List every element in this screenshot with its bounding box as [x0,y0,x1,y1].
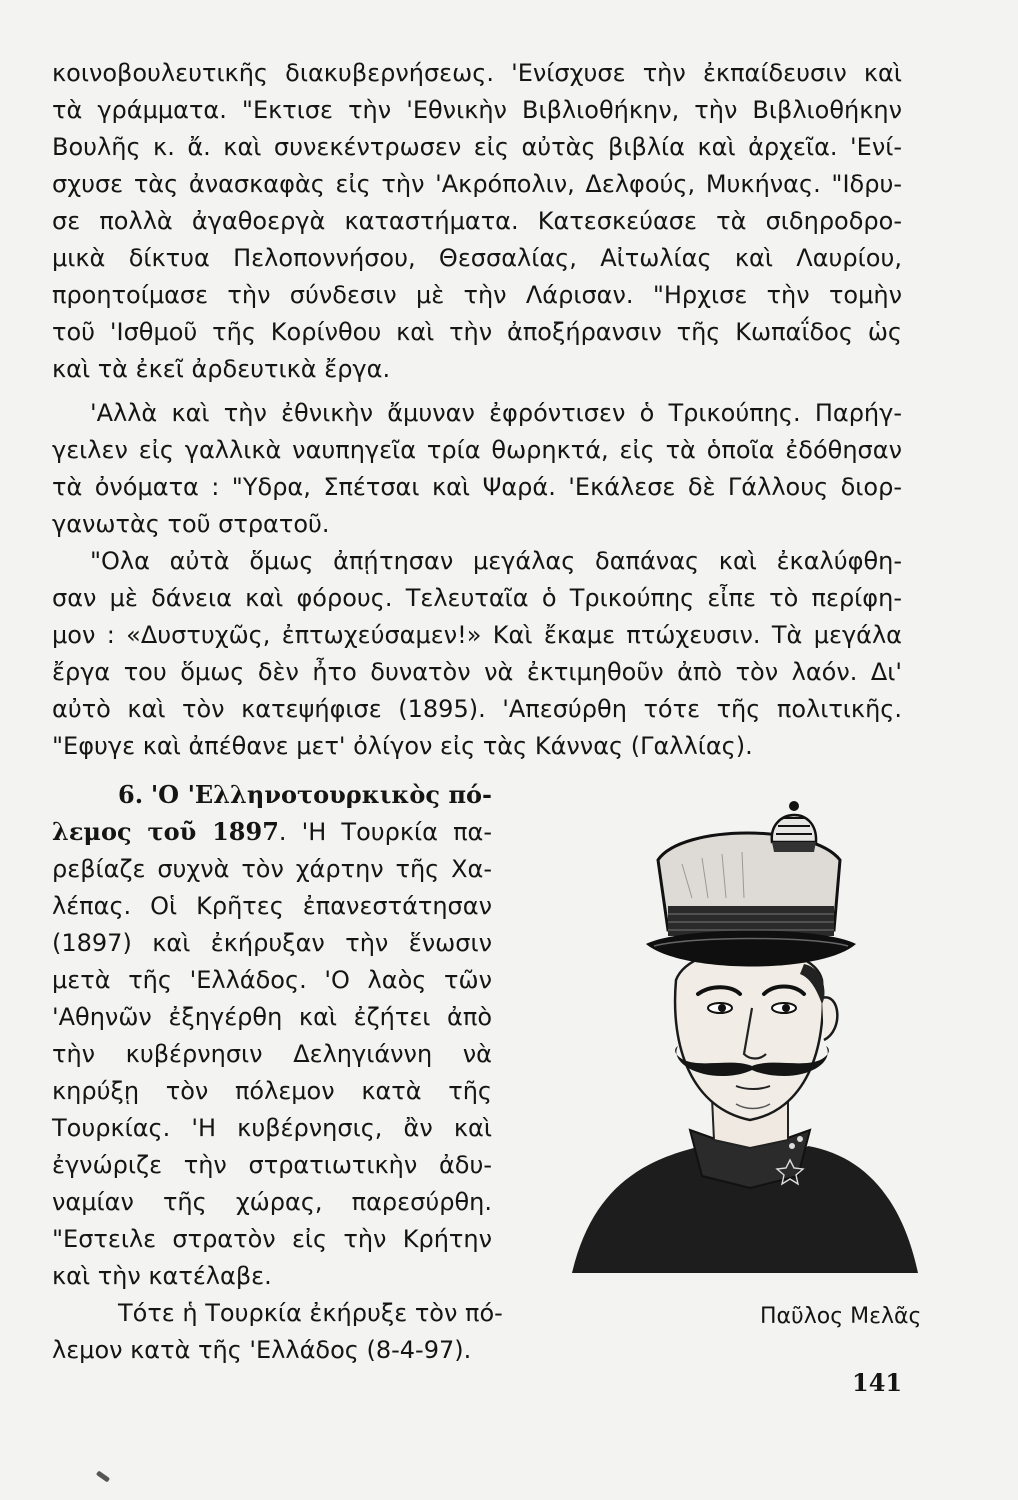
text-line: ἐγνώριζε τὴν στρατιωτικὴν ἀδυ- [52,1151,492,1179]
text-line: λέπας. Οἱ Κρῆτες ἐπανεστάτησαν [52,892,492,920]
text-line: "Ολα αὐτὰ ὅμως ἀπῄτησαν μεγάλας δαπάνας καὶ ἐκαλύφθη- [90,547,902,575]
text-line: σχυσε τὰς ἀνασκαφὰς εἰς τὴν 'Ακρόπολιν, Δελφούς, Μυκήνας. "Ιδρυ- [52,170,902,198]
text-line: καὶ τὰ ἐκεῖ ἀρδευτικὰ ἔργα. [52,355,391,383]
text-line: καὶ τὴν κατέλαβε. [52,1262,272,1290]
text-line: τὰ ὀνόματα : "Υδρα, Σπέτσαι καὶ Ψαρά. 'Εκάλεσε δὲ Γάλλους διορ- [52,473,902,501]
text-line: γανωτὰς τοῦ στρατοῦ. [52,510,330,538]
text-line: τὴν κυβέρνησιν Δεληγιάννη νὰ [52,1040,492,1068]
text-line: σε πολλὰ ἀγαθοεργὰ καταστήματα. Κατεσκεύασε τὰ σιδηροδρο- [52,207,902,235]
text-line: κηρύξῃ τὸν πόλεμον κατὰ τῆς [52,1077,492,1105]
text-line: μικὰ δίκτυα Πελοποννήσου, Θεσσαλίας, Αἰτωλίας καὶ Λαυρίου, [52,244,902,272]
text-line: "Εφυγε καὶ ἀπέθανε μετ' ὀλίγον εἰς τὰς Κάννας (Γαλλίας). [52,732,753,760]
heading-number: 6. [118,780,144,809]
ink-mark [96,1470,110,1482]
text-line: προητοίμασε τὴν σύνδεσιν μὲ τὴν Λάρισαν. "Ηρχισε τὴν τομὴν [52,281,902,309]
text-line: (1897) καὶ ἐκήρυξαν τὴν ἕνωσιν [52,929,492,957]
portrait-illustration [572,768,918,1280]
text-line: Τότε ἡ Τουρκία ἐκήρυξε τὸν πό- [118,1299,503,1327]
text-line: τοῦ 'Ισθμοῦ τῆς Κορίνθου καὶ τὴν ἀποξήρανσιν τῆς Κωπαΐδος ὡς [52,318,902,346]
text-line: μετὰ τῆς 'Ελλάδος. 'Ο λαὸς τῶν [52,966,492,994]
text-line: "Εστειλε στρατὸν εἰς τὴν Κρήτην [52,1225,492,1253]
text-line: 'Αθηνῶν ἐξηγέρθη καὶ ἐζήτει ἀπὸ [52,1003,492,1031]
text-line: τὰ γράμματα. "Εκτισε τὴν 'Εθνικὴν Βιβλιοθήκην, τὴν Βιβλιοθήκην [52,96,902,124]
text-line: ρεβίαζε συχνὰ τὸν χάρτην τῆς Χα- [52,855,492,883]
text-line: κοινοβουλευτικῆς διακυβερνήσεως. 'Ενίσχυσε τὴν ἐκπαίδευσιν καὶ [52,59,902,87]
text-line: λεμον κατὰ τῆς 'Ελλάδος (8-4-97). [52,1336,472,1364]
heading-title-cont: λεμος τοῦ 1897 [52,817,279,846]
text-line: ναμίαν τῆς χώρας, παρεσύρθη. [52,1188,492,1216]
section-heading [118,780,492,810]
heading-title: 'Ο 'Ελληνοτουρκικὸς πό- [150,780,492,809]
text-line: 'Αλλὰ καὶ τὴν ἐθνικὴν ἄμυναν ἐφρόντισεν ὁ Τρικούπης. Παρήγ- [90,399,902,427]
text-line: σαν μὲ δάνεια καὶ φόρους. Τελευταῖα ὁ Τρικούπης εἶπε τὸ περίφη- [52,584,902,612]
text-line: αὐτὸ καὶ τὸν κατεψήφισε (1895). 'Απεσύρθη τότε τῆς πολιτικῆς. [52,695,902,723]
text-line [52,817,492,847]
text-line: Τουρκίας. 'Η κυβέρνησις, ἂν καὶ [52,1114,492,1142]
text-line: Βουλῆς κ. ἄ. καὶ συνεκέντρωσεν εἰς αὐτὰς βιβλία καὶ ἀρχεῖα. 'Ενί- [52,133,902,161]
text-line: ἔργα του ὅμως δὲν ἦτο δυνατὸν νὰ ἐκτιμηθοῦν ἀπὸ τὸν λαόν. Δι' [52,658,902,686]
text-line: μον : «Δυστυχῶς, ἐπτωχεύσαμεν!» Καὶ ἔκαμε πτώχευσιν. Τὰ μεγάλα [52,621,902,649]
text-line: γειλεν εἰς γαλλικὰ ναυπηγεῖα τρία θωρηκτά, εἰς τὰ ὁποῖα ἐδόθησαν [52,436,902,464]
page-number: 141 [852,1368,903,1397]
heading-rest: . 'Η Τουρκία πα- [278,818,493,846]
portrait-caption: Παῦλος Μελᾶς [760,1304,922,1329]
